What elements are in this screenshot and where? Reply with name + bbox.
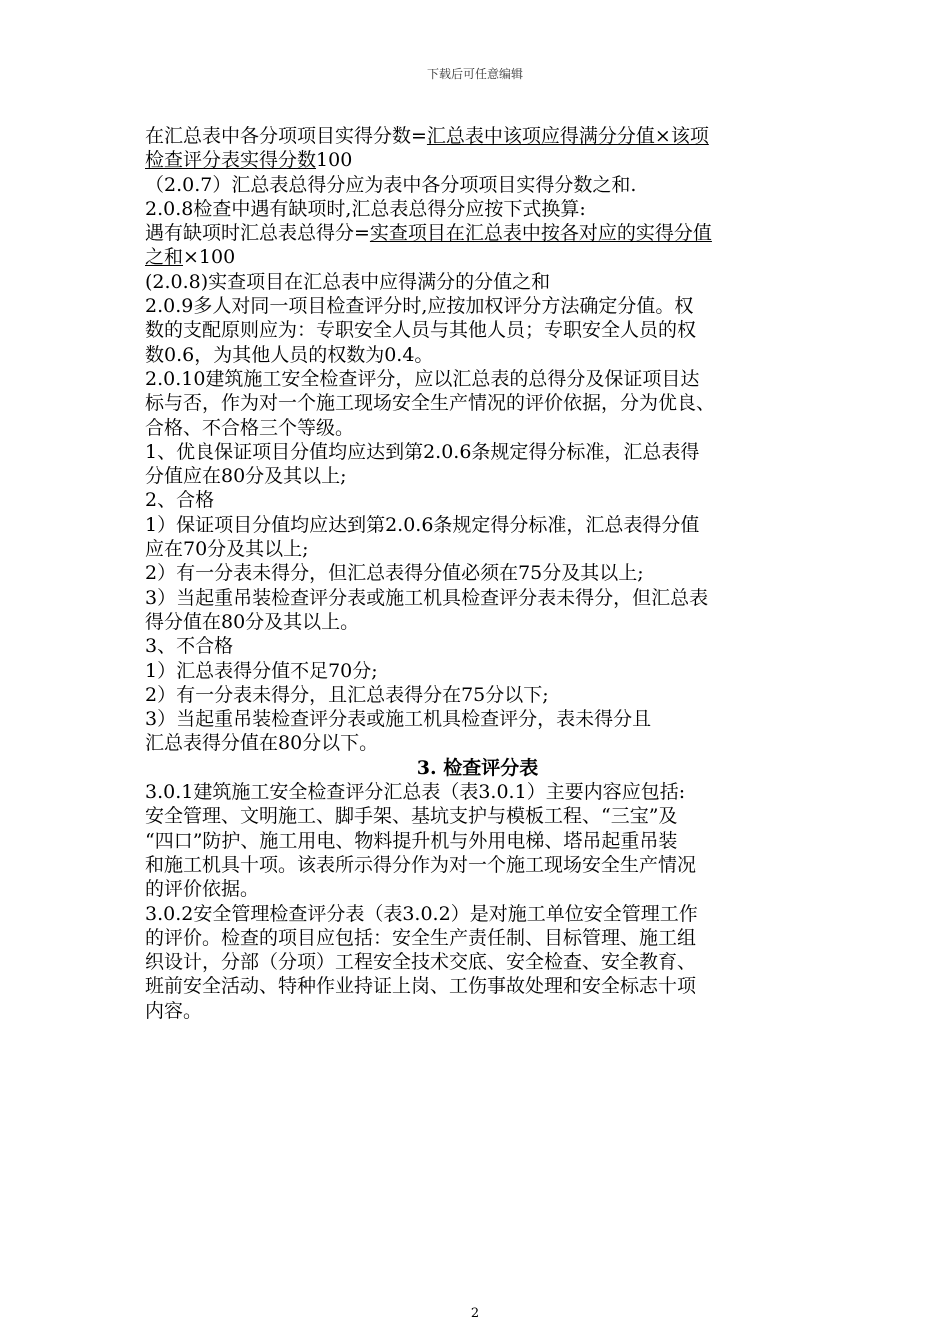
text-span: ×100 [183, 246, 236, 269]
document-body [145, 124, 810, 1023]
text-line: “四口”防护、施工用电、物料提升机与外用电梯、塔吊起重吊装 [145, 829, 678, 852]
text-line: 2、合格 [145, 489, 215, 512]
text-line: 1、优良保证项目分值均应达到第2.0.6条规定得分标准，汇总表得 [145, 440, 700, 463]
text-line: 的评价。检查的项目应包括：安全生产责任制、目标管理、施工组 [145, 926, 697, 949]
formula-underlined: 检查评分表实得分数 [145, 149, 317, 172]
formula-underlined: 实查项目在汇总表中按各对应的实得分值 [369, 222, 712, 245]
text-span: 100 [316, 149, 353, 172]
text-line: （2.0.7）汇总表总得分应为表中各分项项目实得分数之和. [145, 173, 637, 196]
text-line: 3）当起重吊装检查评分表或施工机具检查评分，表未得分且 [145, 708, 652, 731]
text-line: 1）汇总表得分值不足70分; [145, 659, 378, 682]
text-line: 汇总表得分值在80分以下。 [145, 732, 379, 755]
text-line [145, 221, 810, 245]
text-line: 3.0.2安全管理检查评分表（表3.0.2）是对施工单位安全管理工作 [145, 902, 698, 925]
text-line: 织设计，分部（分项）工程安全技术交底、安全检查、安全教育、 [145, 951, 697, 974]
text-line: 标与否，作为对一个施工现场安全生产情况的评价依据，分为优良、 [145, 392, 716, 415]
text-line: 安全管理、文明施工、脚手架、基坑支护与模板工程、“三宝”及 [145, 805, 678, 828]
text-line: 应在70分及其以上; [145, 538, 309, 561]
text-line: 内容。 [145, 999, 203, 1022]
text-line: 2.0.10建筑施工安全检查评分，应以汇总表的总得分及保证项目达 [145, 367, 700, 390]
section-heading: 3. 检查评分表 [416, 756, 539, 779]
text-line: 3）当起重吊装检查评分表或施工机具检查评分表未得分，但汇总表 [145, 586, 709, 609]
text-line [145, 245, 810, 269]
text-line: 3.0.1建筑施工安全检查评分汇总表（表3.0.1）主要内容应包括: [145, 781, 686, 804]
text-line: 班前安全活动、特种作业持证上岗、工伤事故处理和安全标志十项 [145, 975, 697, 998]
text-line: 的评价依据。 [145, 878, 260, 901]
text-span: 在汇总表中各分项项目实得分数= [145, 125, 427, 147]
formula-underlined: 汇总表中该项应得满分分值×该项 [426, 125, 709, 147]
text-line [145, 148, 810, 172]
text-line: 2.0.8检查中遇有缺项时,汇总表总得分应按下式换算: [145, 197, 586, 220]
text-line: 2）有一分表未得分，且汇总表得分在75分以下; [145, 683, 549, 706]
page-number: 2 [470, 1306, 480, 1321]
text-line: 2.0.9多人对同一项目检查评分时,应按加权评分方法确定分值。权 [145, 295, 694, 318]
formula-underlined: 之和 [145, 246, 184, 269]
text-line: 和施工机具十项。该表所示得分作为对一个施工现场安全生产情况 [145, 853, 697, 876]
text-line: 3、不合格 [145, 635, 234, 658]
text-line: 1）保证项目分值均应达到第2.0.6条规定得分标准，汇总表得分值 [145, 513, 700, 536]
text-line: 2）有一分表未得分，但汇总表得分值必须在75分及其以上; [145, 562, 644, 585]
text-line: 数0.6，为其他人员的权数为0.4。 [145, 343, 434, 366]
text-line: 分值应在80分及其以上; [145, 465, 347, 488]
text-line: 得分值在80分及其以上。 [145, 610, 360, 633]
text-line: 合格、不合格三个等级。 [145, 416, 355, 439]
text-line [145, 124, 810, 148]
page-header: 下载后可任意编辑 [426, 67, 523, 81]
text-span: 遇有缺项时汇总表总得分= [145, 222, 370, 245]
text-line: (2.0.8)实查项目在汇总表中应得满分的分值之和 [145, 270, 551, 293]
text-line: 数的支配原则应为：专职安全人员与其他人员；专职安全人员的权 [145, 319, 697, 342]
